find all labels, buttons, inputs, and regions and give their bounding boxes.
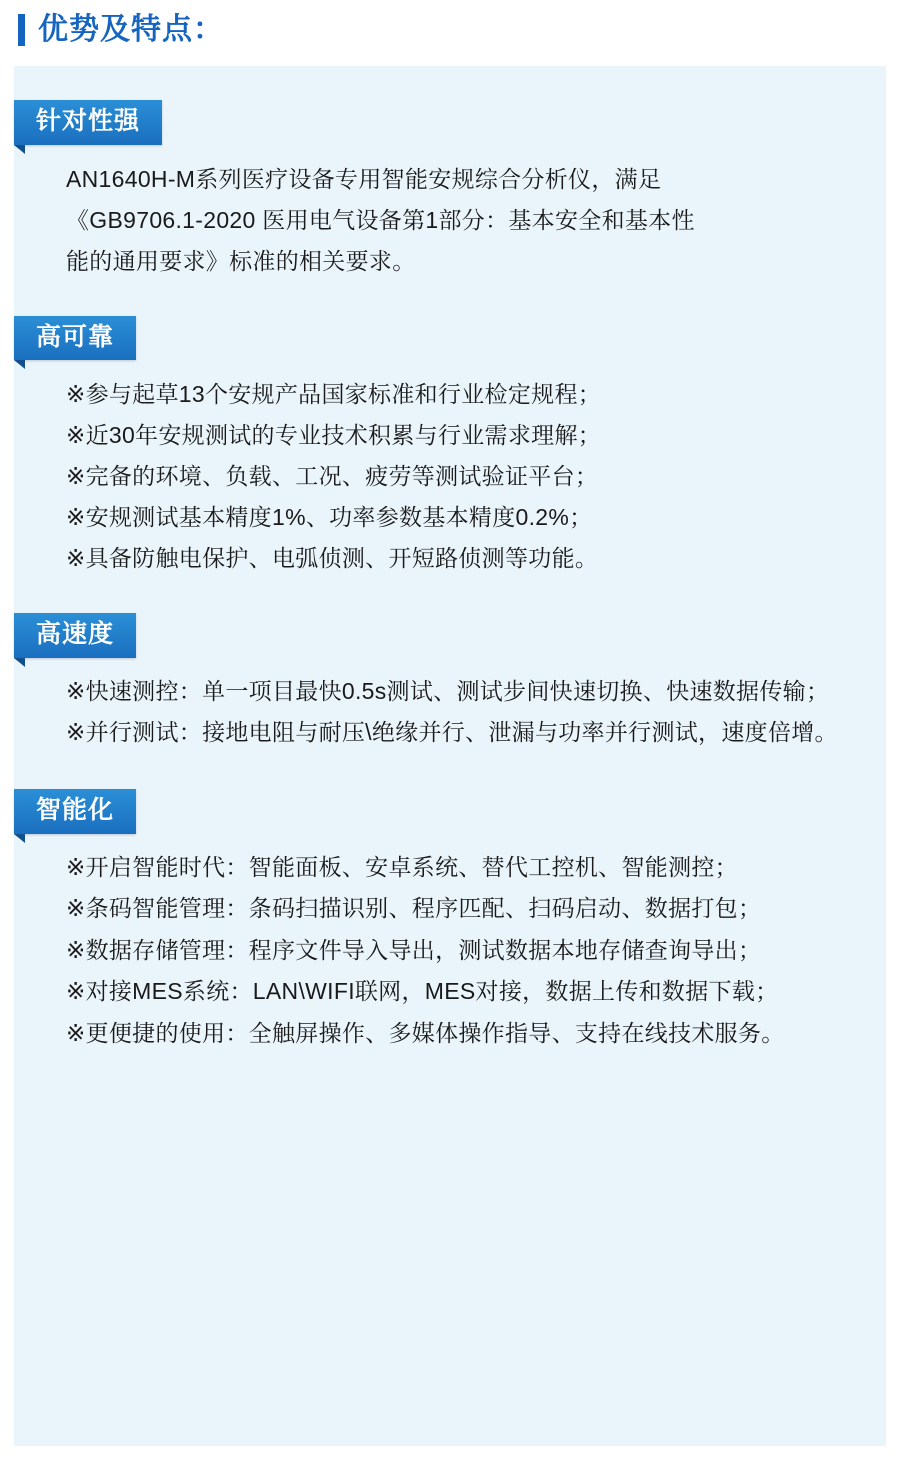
body-line: ※对接MES系统：LAN\WIFI联网，MES对接，数据上传和数据下载； [66,978,779,1005]
body-line: ※更便捷的使用：全触屏操作、多媒体操作指导、支持在线技术服务。 [66,1019,785,1046]
ribbon-fold-icon [14,834,25,843]
body-line: ※开启智能时代：智能面板、安卓系统、替代工控机、智能测控； [66,853,738,880]
body-line: ※参与起草13个安规产品国家标准和行业检定规程； [66,381,602,408]
section-body [14,145,886,282]
body-line: ※快速测控：单一项目最快0.5s测试、测试步间快速切换、快速数据传输； [66,677,830,704]
section-speed [14,579,886,753]
section-tag-label: 高速度 [14,613,136,658]
body-line: ※数据存储管理：程序文件导入导出，测试数据本地存储查询导出； [66,936,762,963]
ribbon-fold-icon [14,360,25,369]
body-line: 能的通用要求》标准的相关要求。 [66,247,416,274]
body-line: AN1640H-M系列医疗设备专用智能安规综合分析仪，满足 [66,165,662,192]
body-line: ※安规测试基本精度1%、功率参数基本精度0.2%； [66,504,593,531]
body-line: ※具备防触电保护、电弧侦测、开短路侦测等功能。 [66,545,599,572]
section-body [14,360,886,579]
section-tag-wrap [14,316,136,361]
section-body [14,834,886,1054]
section-reliability [14,282,886,579]
body-line: 《GB9706.1-2020 医用电气设备第1部分：基本安全和基本性 [66,206,695,233]
section-tag-wrap [14,613,136,658]
title-accent-bar [18,14,25,46]
section-tag-wrap [14,789,136,834]
body-line: ※条码智能管理：条码扫描识别、程序匹配、扫码启动、数据打包； [66,895,762,922]
section-tag-label: 高可靠 [14,316,136,361]
section-tag-wrap [14,100,162,145]
section-body [14,658,886,753]
section-tag-label: 智能化 [14,789,136,834]
page-title-text: 优势及特点： [38,13,224,46]
ribbon-fold-icon [14,145,25,154]
section-tag-label: 针对性强 [14,100,162,145]
content-panel [14,66,886,1446]
body-line: ※完备的环境、负载、工况、疲劳等测试验证平台； [66,463,599,490]
section-targeting [14,66,886,282]
ribbon-fold-icon [14,658,25,667]
body-line: ※近30年安规测试的专业技术积累与行业需求理解； [66,422,602,449]
page-title [0,0,900,50]
section-intelligence [14,755,886,1053]
body-line: ※并行测试：接地电阻与耐压\绝缘并行、泄漏与功率并行测试，速度倍增。 [66,719,838,746]
